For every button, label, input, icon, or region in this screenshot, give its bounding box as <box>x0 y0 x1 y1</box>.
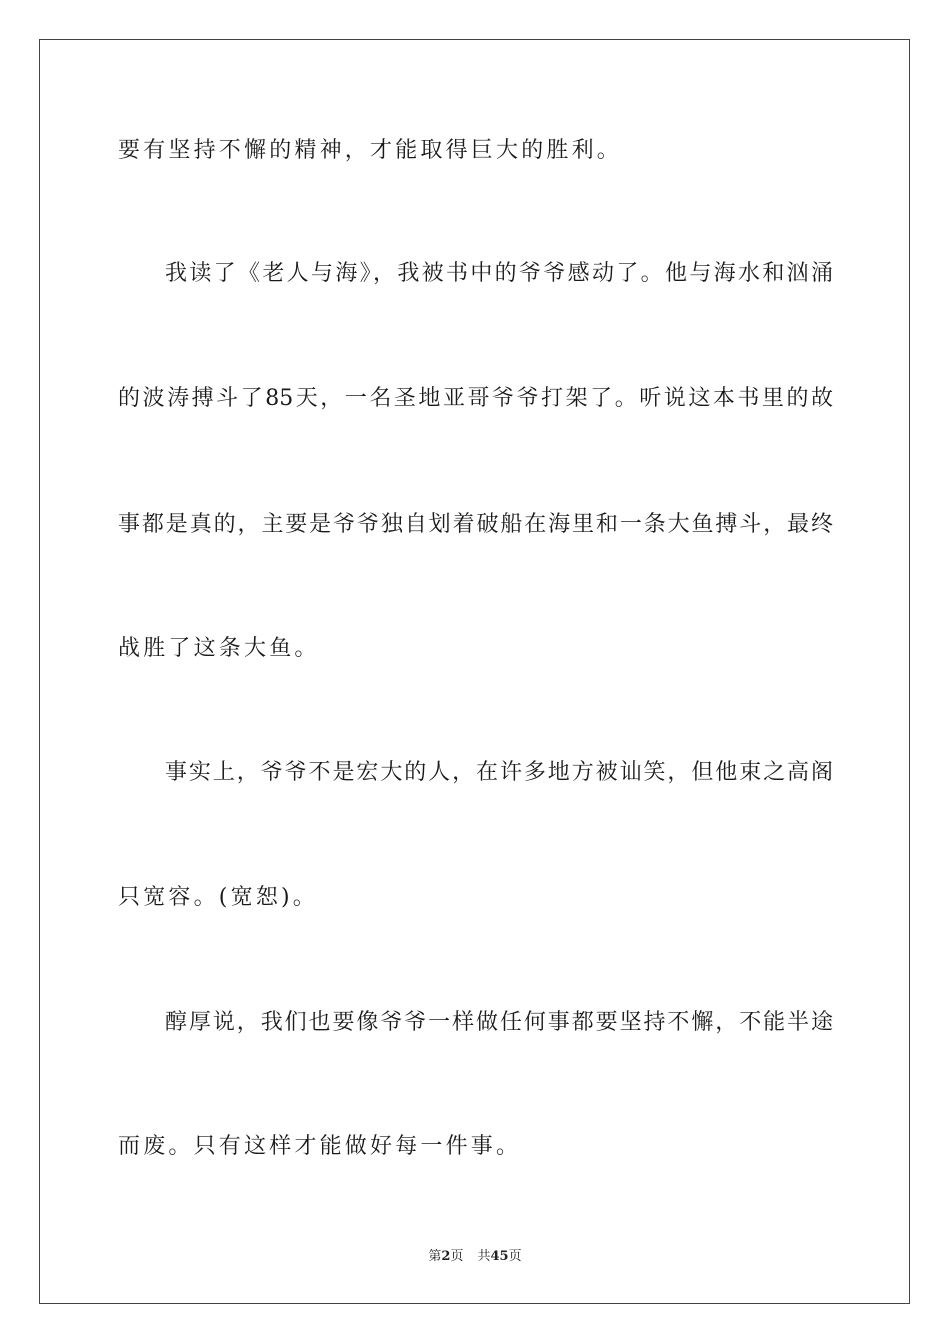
text-line-9: 而废。只有这样才能做好每一件事。 <box>118 1134 522 1159</box>
text-line-3: 的波涛搏斗了85天，一名圣地亚哥爷爷打架了。听说这本书里的故 <box>118 386 833 411</box>
page-frame <box>39 39 910 1304</box>
total-pages: 45 <box>490 1249 509 1264</box>
total-prefix: 共 <box>477 1249 491 1264</box>
text-line-8: 醇厚说，我们也要像爷爷一样做任何事都要坚持不懈，不能半途 <box>165 1010 833 1035</box>
text-line-1: 要有坚持不懈的精神，才能取得巨大的胜利。 <box>118 138 623 163</box>
text-line-5: 战胜了这条大鱼。 <box>118 636 320 661</box>
text-line-2: 我读了《老人与海》，我被书中的爷爷感动了。他与海水和汹涌 <box>165 261 833 286</box>
page-prefix: 第 <box>428 1249 442 1264</box>
total-suffix: 页 <box>508 1249 522 1264</box>
page-number: 2 <box>441 1249 451 1264</box>
text-line-6: 事实上，爷爷不是宏大的人，在许多地方被讪笑，但他束之高阁 <box>165 760 833 785</box>
text-line-4: 事都是真的，主要是爷爷独自划着破船在海里和一条大鱼搏斗，最终 <box>118 512 833 537</box>
page-footer <box>0 1248 950 1266</box>
page-suffix: 页 <box>450 1249 464 1264</box>
text-line-7: 只宽容。(宽恕)。 <box>118 885 318 910</box>
